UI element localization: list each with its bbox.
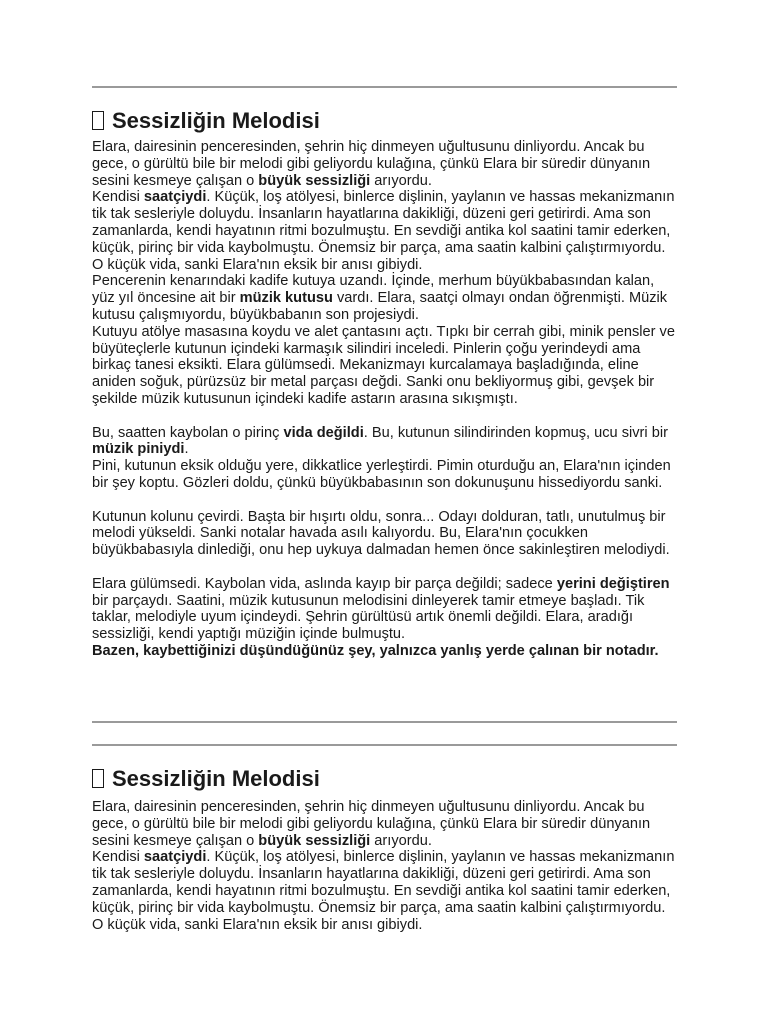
paragraph: Elara gülümsedi. Kaybolan vida, aslında kayıp bir parça değildi; sadece yerini değiştiren bir parçaydı. Saatini, müzik kutusunun melodisini dinleyerek tamir etmeye başladı. Tik taklar, melodiyle uyum içindeydi. Şehrin gürültüsü artık önemli değildi. Elara, aradığı sessizliği, kendi yaptığı müziğin içinde bulmuştu. [92,575,670,643]
story-section-1 [92,86,677,659]
story-body [92,799,677,933]
paragraph: Bu, saatten kaybolan o pirinç vida değildi. Bu, kutunun silindirinden kopmuş, ucu sivri bir müzik piniydi. [92,424,668,458]
paragraph: Pencerenin kenarındaki kadife kutuya uzandı. İçinde, merhum büyükbabasından kalan, yüz yıl öncesine ait bir müzik kutusu vardı. Elara, saatçi olmayı ondan öğrenmişti. Müzik kutusu çalışmıyordu, büyükbabanın son projesiydi. [92,273,668,323]
missing-glyph-icon [92,769,104,788]
top-divider [92,744,677,746]
story-title-text: Sessizliğin Melodisi [112,766,320,791]
top-divider [92,86,677,88]
bottom-divider [92,721,677,723]
story-section-2 [92,744,677,933]
paragraph: Elara, dairesinin penceresinden, şehrin hiç dinmeyen uğultusunu dinliyordu. Ancak bu gece, o gürültü bile bir melodi gibi geliyordu kulağına, çünkü Elara bir süredir dünyanın sesini kesmeye çalışan o büyük sessizliği arıyordu. [92,139,651,189]
story-title [92,108,320,134]
paragraph: Kutunun kolunu çevirdi. Başta bir hışırtı oldu, sonra... Odayı dolduran, tatlı, unutulmuş bir melodi yükseldi. Sanki notalar havada asılı kalıyordu. Bu, Elara'nın çocukken büyükbabasıyla dinlediği, onu hep uykuya dalmadan hemen önce sakinleştiren melodiydi. [92,508,670,559]
paragraph: Pini, kutunun eksik olduğu yere, dikkatlice yerleştirdi. Pimin oturduğu an, Elara'nın içinden bir şey koptu. Gözleri doldu, çünkü büyükbabasının son dokunuşunu hissediyordu sanki. [92,458,671,491]
paragraph: Elara, dairesinin penceresinden, şehrin hiç dinmeyen uğultusunu dinliyordu. Ancak bu gece, o gürültü bile bir melodi gibi geliyordu kulağına, çünkü Elara bir süredir dünyanın sesini kesmeye çalışan o büyük sessizliği arıyordu. [92,799,651,849]
missing-glyph-icon [92,111,104,130]
closing-line: Bazen, kaybettiğinizi düşündüğünüz şey, yalnızca yanlış yerde çalınan bir notadır. [92,642,659,659]
paragraph: Kendisi saatçiydi. Küçük, loş atölyesi, binlerce dişlinin, yaylanın ve hassas mekanizmanın tik tak sesleriyle doluydu. İnsanların hayatlarına dakikliği, düzeni geri getirirdi. Ama son zamanlarda, kendi hayatının ritmi bozulmuştu. En sevdiği antika kol saatini tamir ederken, küçük, pirinç bir vida kaybolmuştu. Önemsiz bir parça, ama saatin kalbini çalıştırmıyordu. O küçük vida, sanki Elara'nın eksik bir anısı gibiydi. [92,189,675,273]
story-body [92,139,677,660]
story-title-text: Sessizliğin Melodisi [112,108,320,133]
story-title [92,766,320,792]
paragraph: Kendisi saatçiydi. Küçük, loş atölyesi, binlerce dişlinin, yaylanın ve hassas mekanizmanın tik tak sesleriyle doluydu. İnsanların hayatlarına dakikliği, düzeni geri getirirdi. Ama son zamanlarda, kendi hayatının ritmi bozulmuştu. En sevdiği antika kol saatini tamir ederken, küçük, pirinç bir vida kaybolmuştu. Önemsiz bir parça, ama saatin kalbini çalıştırmıyordu. O küçük vida, sanki Elara'nın eksik bir anısı gibiydi. [92,849,675,933]
paragraph: Kutuyu atölye masasına koydu ve alet çantasını açtı. Tıpkı bir cerrah gibi, minik pensler ve büyüteçlerle kutunun içindeki karmaşık silindiri inceledi. Pinlerin çoğu yerindeydi ama birkaç tanesi eksikti. Elara gülümsedi. Mekanizmayı kurcalamaya başladığında, eline aniden soğuk, pürüzsüz bir metal parçası değdi. Sanki onu bekliyormuş gibi, gevşek bir şekilde müzik kutusunun içindeki kadife astarın arasına sıkışmıştı. [92,323,675,407]
